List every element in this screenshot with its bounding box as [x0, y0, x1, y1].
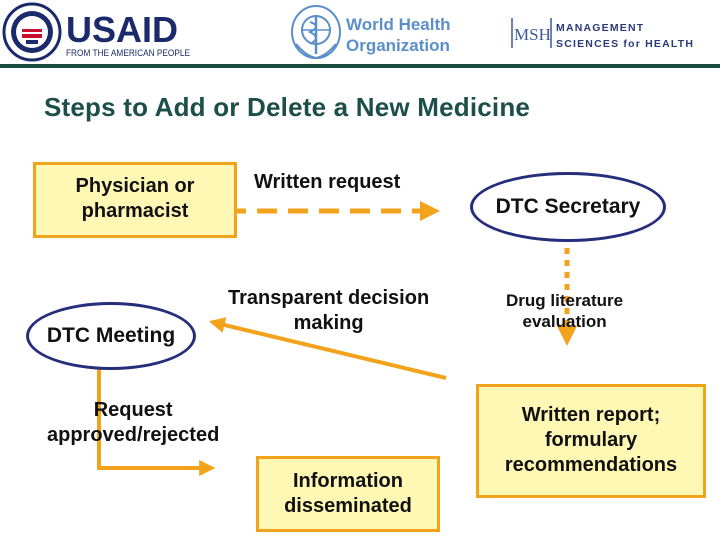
transparent-decision-line2: making — [293, 312, 364, 334]
transparent-decision-label — [228, 286, 429, 336]
drug-literature-line2: evaluation — [522, 312, 607, 331]
usaid-tagline: FROM THE AMERICAN PEOPLE — [66, 48, 190, 59]
dtc-meeting-ellipse — [26, 302, 196, 370]
request-approved-label — [47, 398, 219, 448]
written-report-line3: recommendations — [504, 454, 678, 476]
information-line1: Information — [293, 470, 403, 492]
request-approved-line1: Request — [93, 399, 173, 421]
physician-pharmacist-box — [33, 162, 237, 238]
transparent-decision-line1: Transparent decision — [228, 287, 430, 309]
written-report-box — [476, 384, 706, 498]
dtc-secretary-label: DTC Secretary — [495, 195, 641, 218]
request-approved-line2: approved/rejected — [47, 424, 220, 446]
information-disseminated-box — [256, 456, 440, 532]
usaid-wordmark: USAID — [66, 9, 179, 50]
dtc-secretary-ellipse — [470, 172, 666, 242]
msh-monogram: MSH — [514, 25, 551, 44]
physician-line2: pharmacist — [81, 200, 189, 222]
who-name-line1: World Health — [346, 15, 451, 34]
msh-name-line2: SCIENCES for HEALTH — [556, 38, 695, 50]
who-name-line2: Organization — [346, 36, 450, 55]
msh-name-line1: MANAGEMENT — [556, 22, 645, 34]
drug-literature-label — [506, 290, 623, 332]
written-report-line2: formulary — [544, 429, 638, 451]
page-title: Steps to Add or Delete a New Medicine — [44, 92, 531, 122]
dtc-meeting-label: DTC Meeting — [46, 324, 176, 347]
physician-line1: Physician or — [75, 175, 195, 197]
written-report-line1: Written report; — [521, 404, 661, 426]
information-line2: disseminated — [284, 495, 412, 517]
drug-literature-line1: Drug literature — [506, 291, 624, 310]
written-request-label: Written request — [254, 171, 401, 193]
